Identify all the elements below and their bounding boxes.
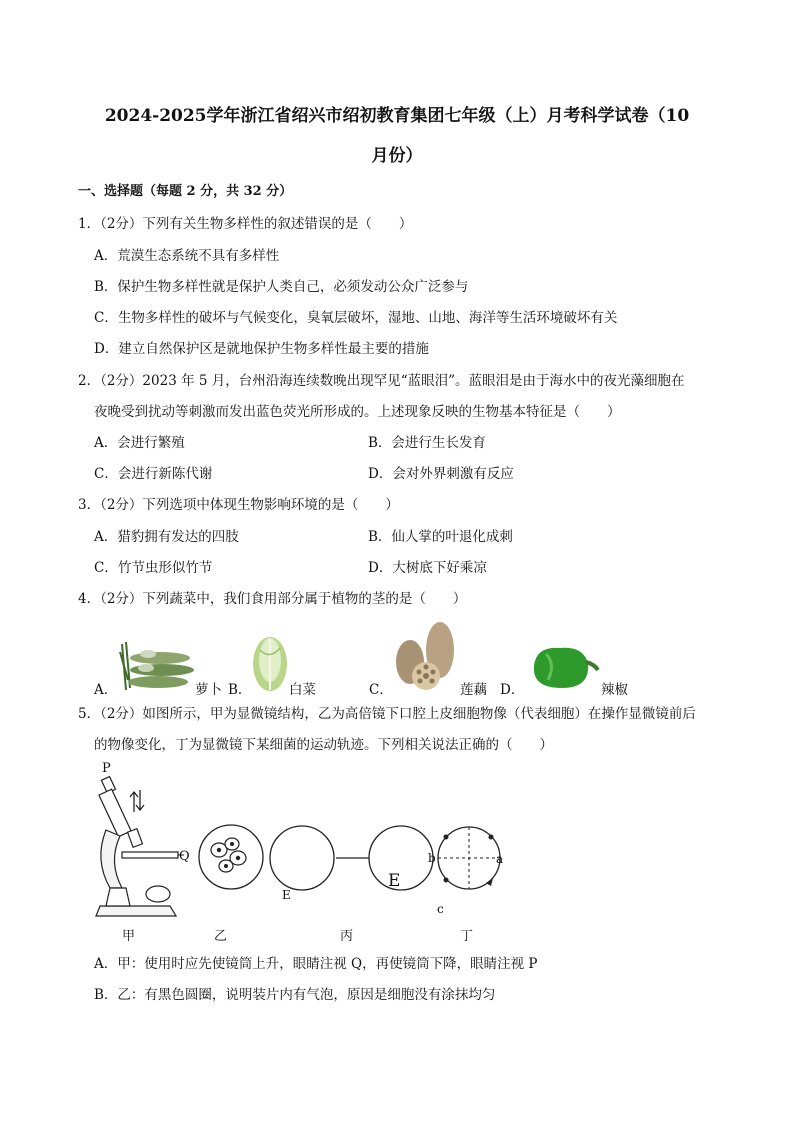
q1-stem: 1．（2分）下列有关生物多样性的叙述错误的是（ ） xyxy=(78,216,413,232)
q3-option-d: D．大树底下好乘凉 xyxy=(368,560,487,576)
q4-option-d-label: 辣椒 xyxy=(601,682,628,698)
q4-option-d-letter: D． xyxy=(500,682,525,698)
q4-option-a-letter: A． xyxy=(94,682,118,698)
q1-option-d: D．建立自然保护区是就地保护生物多样性最主要的措施 xyxy=(94,341,429,357)
exam-title-line1: 2024-2025学年浙江省绍兴市绍初教育集团七年级（上）月考科学试卷（10 xyxy=(104,106,690,126)
fig-label-a: a xyxy=(496,852,504,866)
caption-ding: 丁 xyxy=(460,929,474,944)
q4-option-c-label: 莲藕 xyxy=(460,682,487,698)
q3-option-a: A．猎豹拥有发达的四肢 xyxy=(94,529,239,545)
field-of-view-after xyxy=(366,822,436,894)
pepper-image xyxy=(526,640,602,692)
fig-label-q: Q xyxy=(179,849,190,864)
q4-option-b-letter: B． xyxy=(228,682,252,698)
q5-stem-line2: 的物像变化，丁为显微镜下某细菌的运动轨迹。下列相关说法正确的（ ） xyxy=(94,737,553,753)
fig-label-e-large: E xyxy=(388,871,401,891)
fig-label-b: b xyxy=(428,851,436,865)
cell-image-view xyxy=(196,822,266,892)
q4-option-b-label: 白菜 xyxy=(289,682,316,698)
caption-bing: 丙 xyxy=(340,929,354,944)
q4-option-c-letter: C． xyxy=(369,682,393,698)
q2-option-a: A．会进行繁殖 xyxy=(94,435,185,451)
q1-option-a: A．荒漠生态系统不具有多样性 xyxy=(94,248,280,264)
q5-option-b: B．乙：有黑色圆圈，说明装片内有气泡，原因是细胞没有涂抹均匀 xyxy=(94,987,496,1003)
radish-image xyxy=(118,640,196,692)
fig-label-p: P xyxy=(102,761,111,776)
fig-label-c: c xyxy=(437,902,444,916)
q2-stem-line1: 2．（2分）2023 年 5 月，台州沿海连续数晚出现罕见“蓝眼泪”。蓝眼泪是由于海水中的夜光藻细胞在 xyxy=(78,373,685,389)
q2-option-d: D．会对外界刺激有反应 xyxy=(368,466,514,482)
q2-option-b: B．会进行生长发育 xyxy=(368,435,486,451)
q5-option-a: A．甲：使用时应先使镜筒上升，眼睛注视 Q，再使镜筒下降，眼睛注视 P xyxy=(94,956,538,972)
cabbage-image xyxy=(250,630,290,692)
q4-option-a-label: 萝卜 xyxy=(195,682,222,698)
q2-stem-line2: 夜晚受到扰动等刺激而发出蓝色荧光所形成的。上述现象反映的生物基本特征是（ ） xyxy=(94,404,621,420)
exam-title-line2: 月份） xyxy=(371,146,423,166)
q4-stem: 4．（2分）下列蔬菜中，我们食用部分属于植物的茎的是（ ） xyxy=(78,591,467,607)
q5-stem-line1: 5．（2分）如图所示，甲为显微镜结构，乙为高倍镜下口腔上皮细胞物像（代表细胞）在操作显微镜前后 xyxy=(78,706,696,722)
caption-yi: 乙 xyxy=(214,929,228,944)
q3-option-b: B．仙人掌的叶退化成刺 xyxy=(368,529,513,545)
fig-label-e-small: E xyxy=(282,888,291,902)
lotus-root-image xyxy=(392,620,464,692)
caption-jia: 甲 xyxy=(122,929,136,944)
q1-option-b: B．保护生物多样性就是保护人类自己，必须发动公众广泛参与 xyxy=(94,279,469,295)
section-heading: 一、选择题（每题 2 分，共 32 分） xyxy=(78,184,293,199)
q1-option-c: C．生物多样性的破坏与气候变化，臭氧层破坏，湿地、山地、海洋等生活环境破坏有关 xyxy=(94,310,618,326)
bacteria-trajectory xyxy=(434,822,504,894)
q3-stem: 3．（2分）下列选项中体现生物影响环境的是（ ） xyxy=(78,497,399,513)
q3-option-c: C．竹节虫形似竹节 xyxy=(94,560,213,576)
q2-option-c: C．会进行新陈代谢 xyxy=(94,466,213,482)
